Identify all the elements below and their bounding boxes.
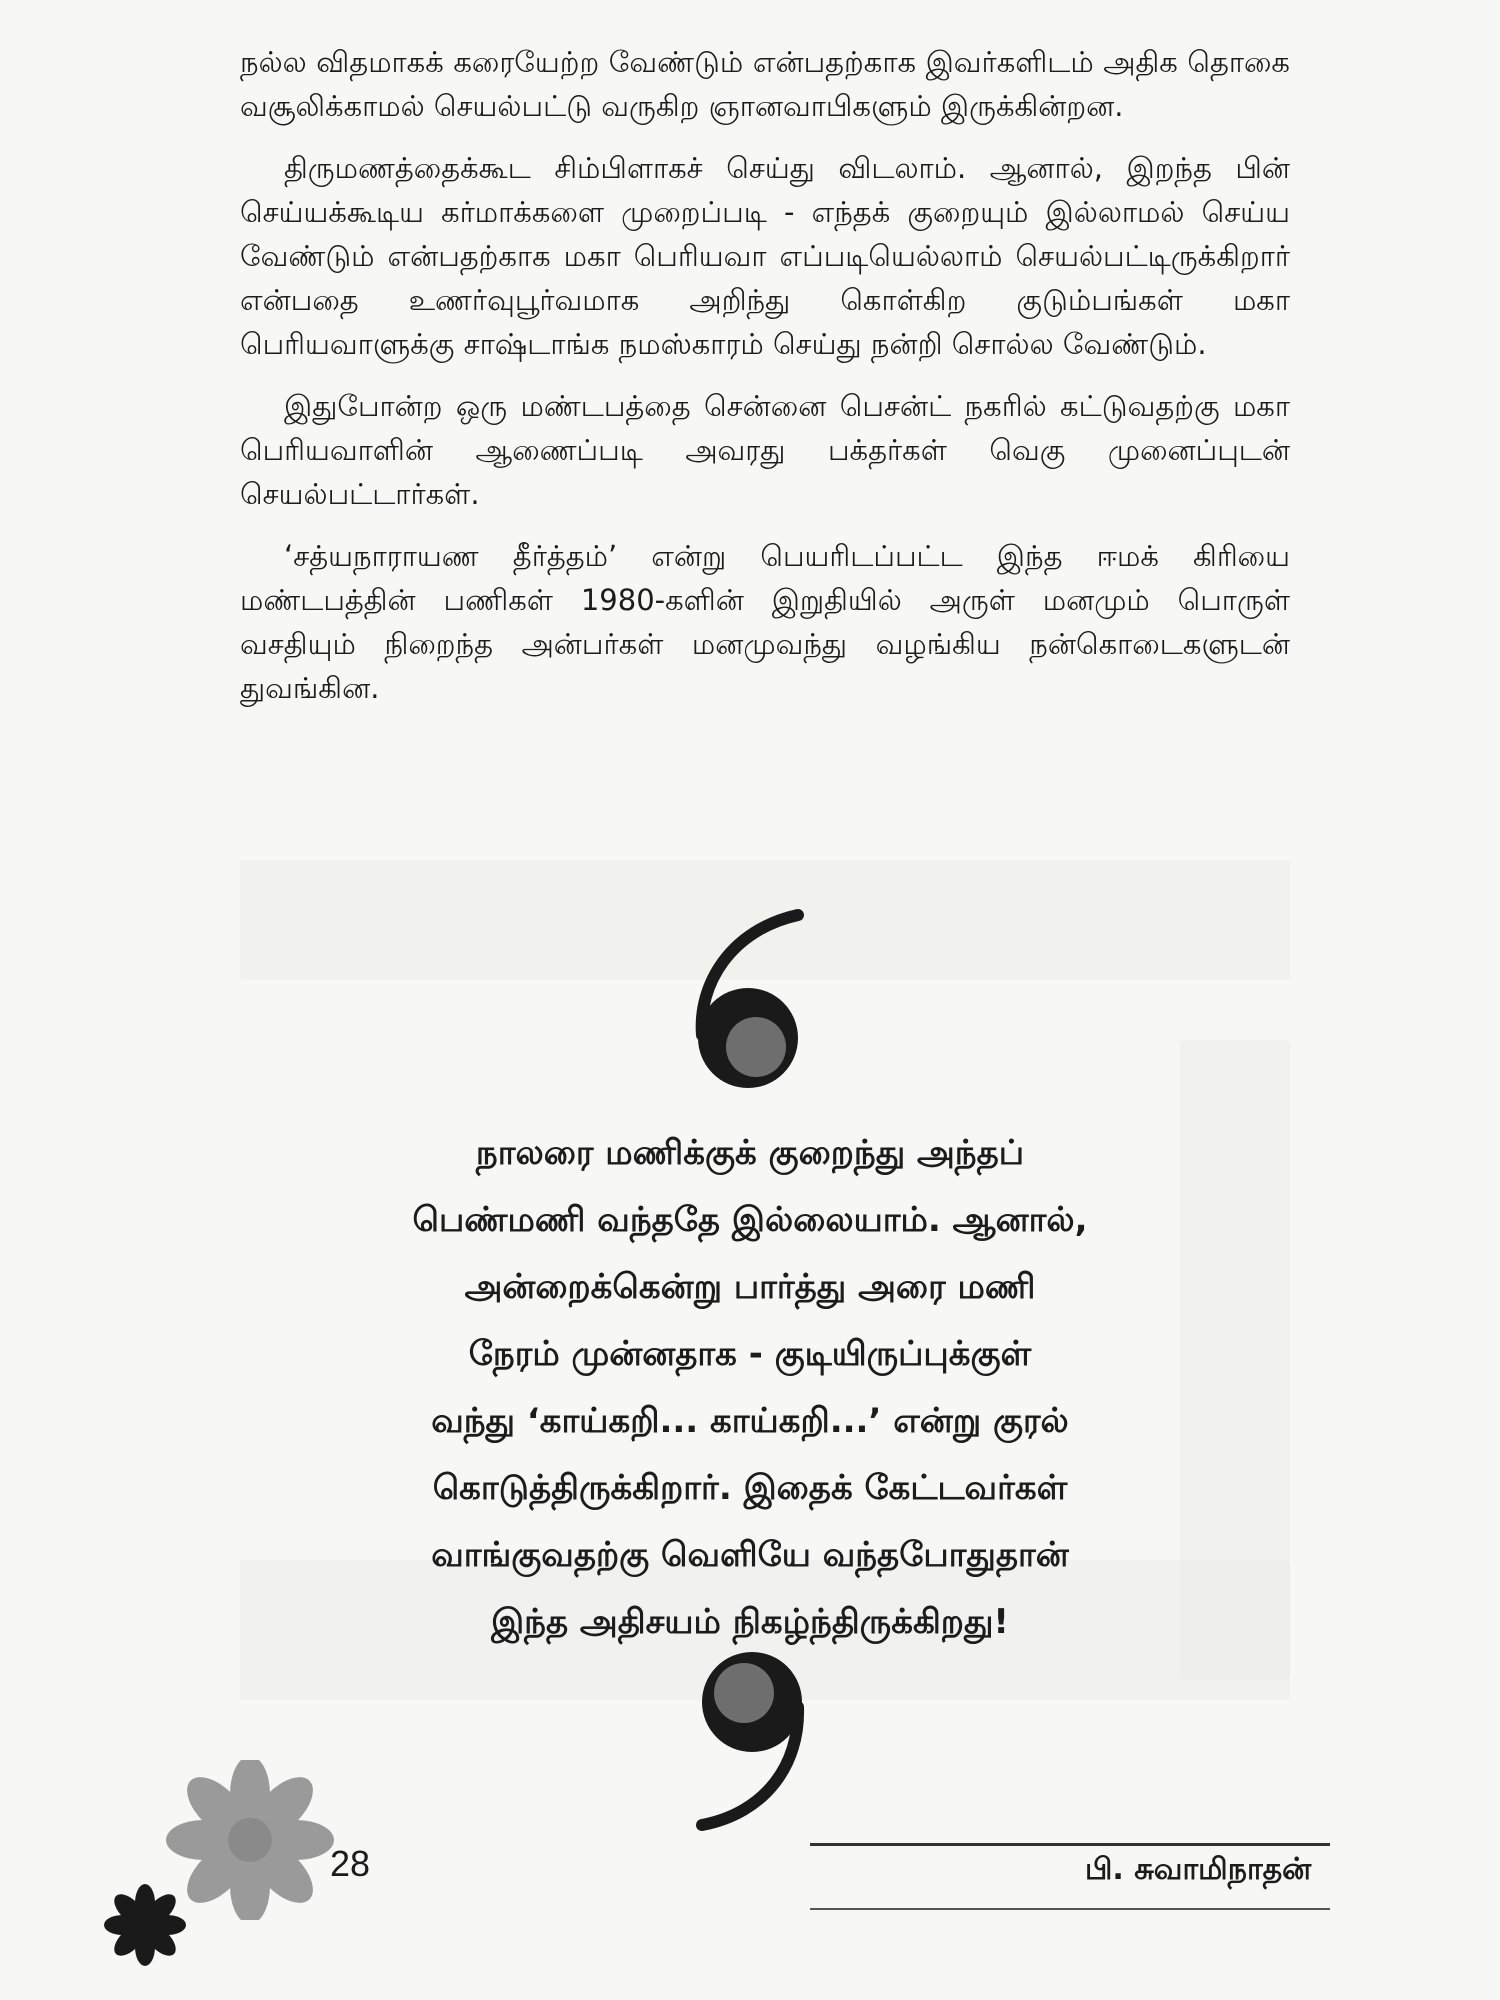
paragraph: இதுபோன்ற ஒரு மண்டபத்தை சென்னை பெசன்ட் நகரில் கட்டுவதற்கு மகா பெரியவாளின் ஆணைப்படி அவரது பக்தர்கள் வெகு முனைப்புடன் செயல்பட்டார்கள்.: [240, 389, 1290, 511]
pull-quote-line: வந்து ‘காய்கறி... காய்கறி...’ என்று குரல்: [431, 1401, 1069, 1441]
small-flower-decoration-icon: [100, 1880, 190, 1970]
pull-quote-line: அன்றைக்கென்று பார்த்து அரை மணி: [464, 1267, 1036, 1307]
paragraph: திருமணத்தைக்கூட சிம்பிளாகச் செய்து விடலாம். ஆனால், இறந்த பின் செய்யக்கூடிய கர்மாக்களை முறைப்படி - எந்தக் குறையும் இல்லாமல் செய்ய வேண்டும் என்பதற்காக மகா பெரியவா எப்படியெல்லாம் செயல்பட்டிருக்கிறார் என்பதை உணர்வுபூர்வமாக அறிந்து கொள்கிற குடும்பங்கள் மகா பெரியவாளுக்கு சாஷ்டாங்க நமஸ்காரம் செய்து நன்றி சொல்ல வேண்டும்.: [240, 151, 1290, 361]
pull-quote-line: இந்த அதிசயம் நிகழ்ந்திருக்கிறது!: [491, 1602, 1009, 1642]
footer-divider: [810, 1843, 1330, 1846]
page-number: 28: [330, 1843, 371, 1884]
pull-quote-line: வாங்குவதற்கு வெளியே வந்தபோதுதான்: [431, 1535, 1069, 1575]
paragraph: நல்ல விதமாகக் கரையேற்ற வேண்டும் என்பதற்காக இவர்களிடம் அதிக தொகை வசூலிக்காமல் செயல்பட்டு வருகிற ஞானவாபிகளும் இருக்கின்றன.: [240, 45, 1290, 123]
pull-quote-line: கொடுத்திருக்கிறார். இதைக் கேட்டவர்கள்: [432, 1468, 1068, 1508]
pull-quote-line: நேரம் முன்னதாக - குடியிருப்புக்குள்: [468, 1334, 1032, 1374]
pull-quote-line: பெண்மணி வந்ததே இல்லையாம். ஆனால்,: [412, 1200, 1088, 1240]
footer-divider: [810, 1908, 1330, 1910]
pull-quote-line: நாலரை மணிக்குக் குறைந்து அந்தப்: [475, 1133, 1025, 1173]
close-quote-ornament-icon: [690, 1645, 810, 1835]
open-quote-ornament-icon: [690, 905, 810, 1095]
paragraph: ‘சத்யநாராயண தீர்த்தம்’ என்று பெயரிடப்பட்ட இந்த ஈமக் கிரியை மண்டபத்தின் பணிகள் 1980-களின் இறுதியில் அருள் மனமும் பொருள் வசதியும் நிறைந்த அன்பர்கள் மனமுவந்து வழங்கிய நன்கொடைகளுடன் துவங்கின.: [240, 539, 1290, 705]
pull-quote: [230, 1120, 1270, 1656]
author-name: பி. சுவாமிநாதன்: [1085, 1852, 1312, 1887]
body-text: [240, 40, 1290, 728]
